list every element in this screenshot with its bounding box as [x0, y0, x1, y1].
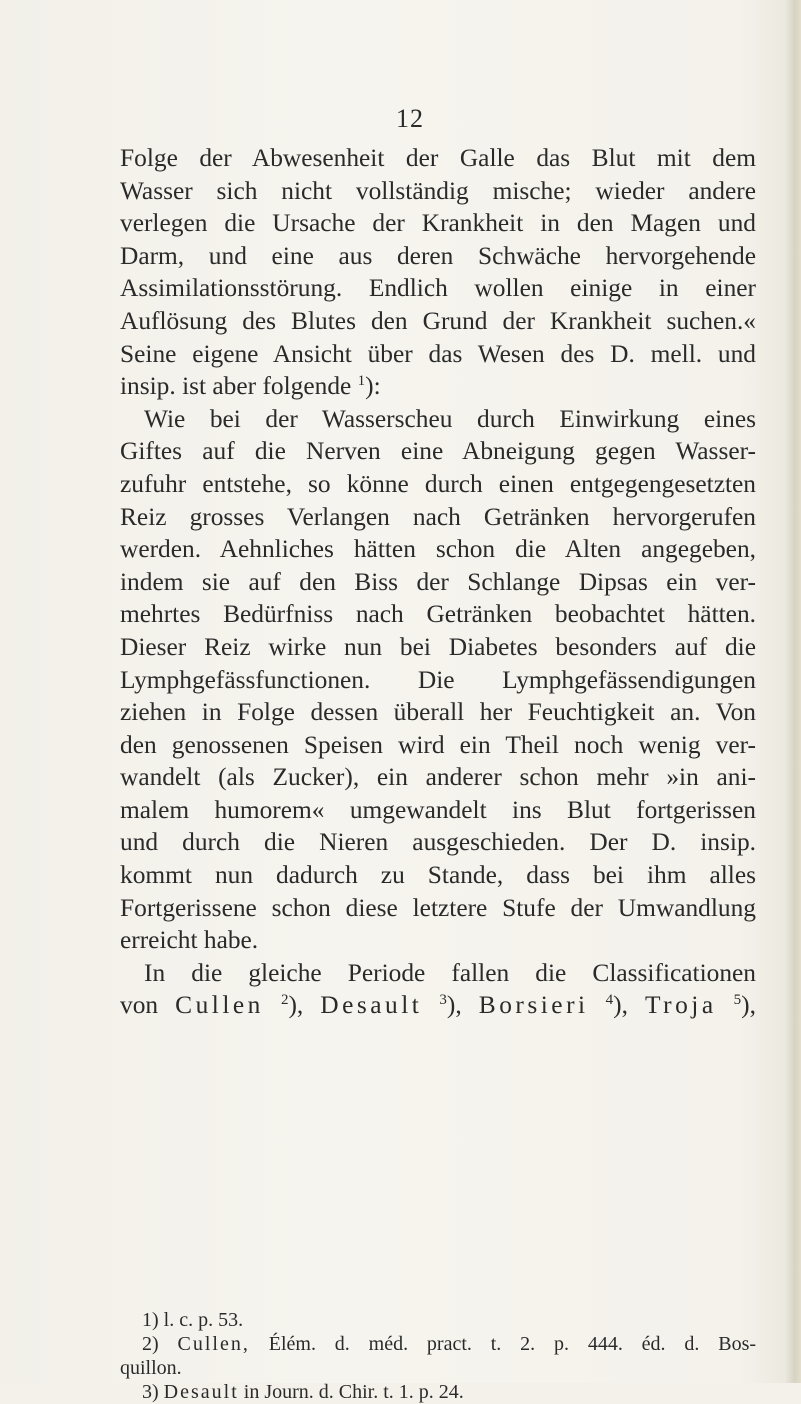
footnote-author: Desault: [163, 1381, 239, 1403]
text-line: Dieser Reiz wirke nun bei Diabetes besonders auf die: [120, 632, 756, 661]
text-line: wandelt (als Zucker), ein anderer schon mehr »in ani-: [120, 763, 756, 792]
text-fragment: ):: [365, 372, 381, 401]
footnote-text: Élém. d. méd. pract. t. 2. p. 444. éd. d. Bos-: [268, 1333, 757, 1355]
footnote-ref: 3: [439, 992, 447, 1009]
text-line: verlegen die Ursache der Krankheit in den Magen und: [120, 209, 756, 238]
footnote-number: 2): [142, 1333, 159, 1355]
footnotes: [120, 1308, 756, 1404]
text-line: Auflösung des Blutes den Grund der Krankheit suchen.«: [120, 306, 756, 335]
footnote-ref: 2: [280, 992, 289, 1009]
text-line: Seine eigene Ansicht über das Wesen des D. mell. und: [120, 339, 756, 368]
text-line: malem humorem« umgewandelt ins Blut fortgerissen: [120, 795, 756, 824]
footnote-2-continuation: quillon.: [120, 1357, 182, 1379]
author-name: Cullen: [175, 991, 264, 1020]
text-line: Wie bei der Wasserscheu durch Einwirkung eines: [144, 404, 756, 433]
text-line: In die gleiche Periode fallen die Classificationen: [144, 958, 756, 987]
text-line: Darm, und eine aus deren Schwäche hervorgehende: [120, 241, 756, 270]
text-line: Folge der Abwesenheit der Galle das Blut mit dem: [120, 144, 756, 172]
author-name: Troja: [645, 991, 717, 1020]
footnote-text: in Journ. d. Chir. t. 1. p. 24.: [243, 1381, 464, 1403]
page-edge-shadow: [785, 0, 801, 1383]
text-line: Giftes auf die Nerven eine Abneigung gegen Wasser-: [120, 437, 756, 466]
footnote-ref: 4: [605, 992, 614, 1009]
text-line: den genossenen Speisen wird ein Theil noch wenig ver-: [120, 730, 756, 759]
body-text: [120, 142, 756, 1022]
text-line: Fortgerissene schon diese letztere Stufe der Umwandlung: [120, 893, 756, 922]
text-line: Lymphgefässfunctionen. Die Lymphgefässendigungen: [120, 665, 756, 694]
text-line: kommt nun dadurch zu Stande, dass bei ihm alles: [120, 861, 756, 890]
text-line: mehrtes Bedürfniss nach Getränken beobachtet hätten.: [120, 600, 756, 629]
text-line: und durch die Nieren ausgeschieden. Der D. insip.: [120, 828, 756, 857]
author-name: Borsieri: [478, 991, 589, 1020]
text-line: indem sie auf den Biss der Schlange Dipsas ein ver-: [120, 567, 756, 596]
footnote-3: [120, 1380, 756, 1404]
text-line: werden. Aehnliches hätten schon die Alten angegeben,: [120, 535, 756, 564]
text-line: zufuhr entstehe, so könne durch einen entgegengesetzten: [120, 469, 756, 498]
footnote-1: 1) l. c. p. 53.: [142, 1309, 244, 1331]
author-name: Desault: [320, 991, 423, 1020]
page-number: 12: [396, 104, 424, 133]
footnote-ref: 1: [357, 373, 366, 390]
text-line-authors: von Cullen $^2$), Desault $^3$), Borsieri $^4$), Troja $^5$),: [120, 991, 756, 1020]
text-line: Reiz grosses Verlangen nach Getränken hervorgerufen: [120, 502, 756, 531]
text-fragment: insip. ist aber folgende: [120, 372, 352, 401]
footnote-2: [120, 1332, 756, 1356]
text-line: Wasser sich nicht vollständig mische; wieder andere: [120, 176, 756, 205]
text-fragment: von: [120, 991, 159, 1020]
text-line: [120, 370, 756, 403]
text-line: erreicht habe.: [120, 926, 259, 955]
footnote-ref: 5: [733, 992, 742, 1009]
footnote-author: Cullen,: [177, 1333, 250, 1355]
text-line: Assimilationsstörung. Endlich wollen einige in einer: [120, 274, 756, 303]
text-line: ziehen in Folge dessen überall her Feuchtigkeit an. Von: [120, 698, 756, 727]
footnote-number: 3): [142, 1381, 159, 1403]
